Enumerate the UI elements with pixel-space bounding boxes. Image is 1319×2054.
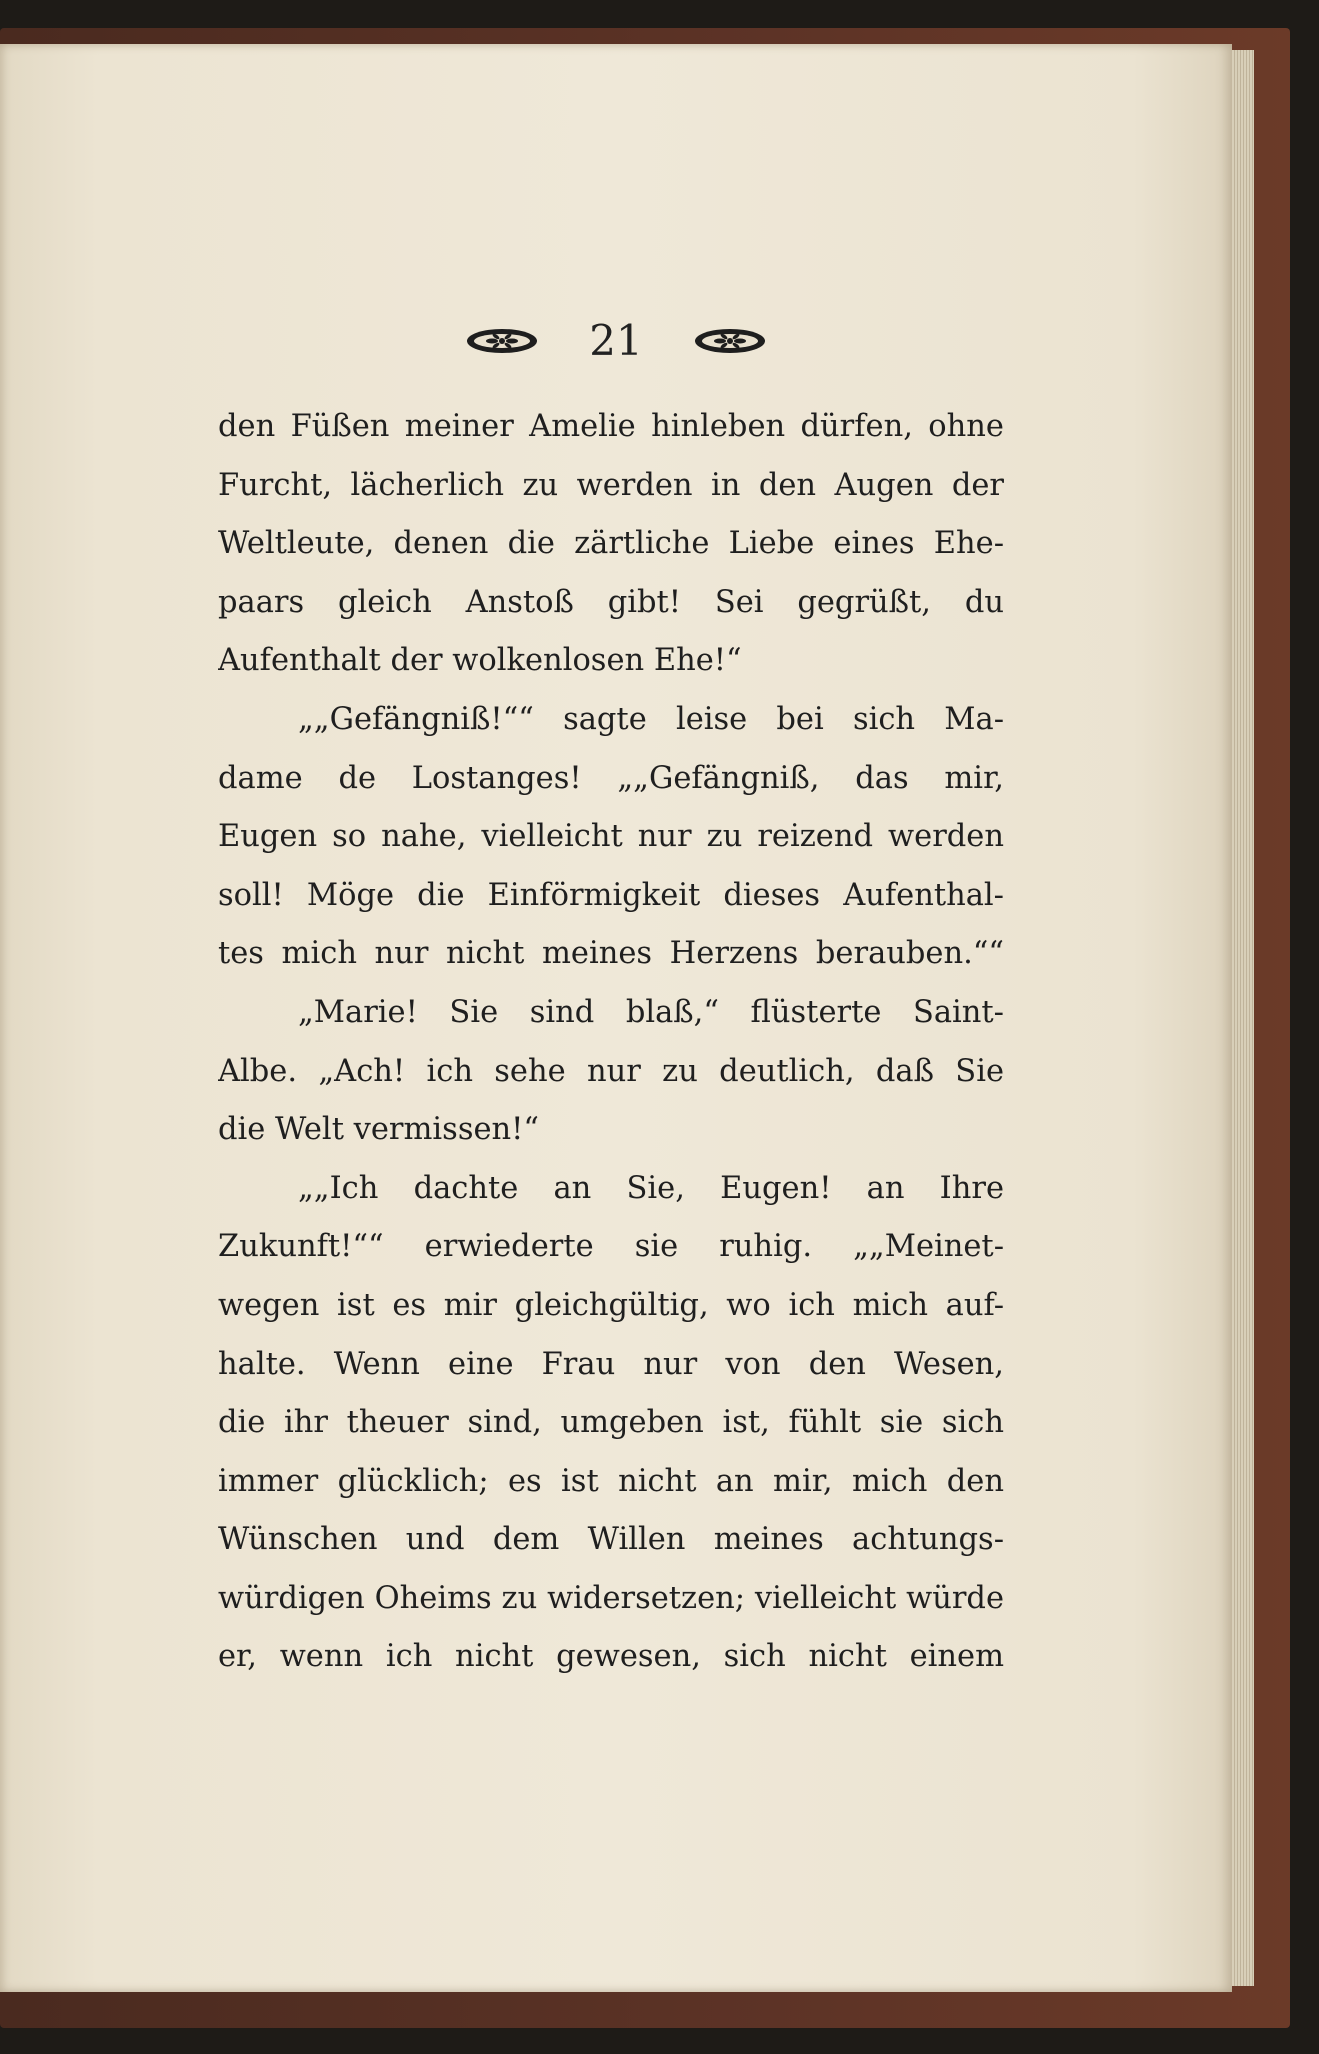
text-line: wegen ist es mir gleichgültig, wo ich mich auf- [218, 1287, 1004, 1323]
text-line: er, wenn ich nicht gewesen, sich nicht einem [218, 1639, 1004, 1675]
text-line: „Marie! Sie sind blaß,“ flüsterte Saint- [298, 994, 1004, 1030]
text-line: Zukunft!““ erwiederte sie ruhig. „„Meinet- [218, 1229, 1004, 1265]
text-line: tes mich nur nicht meines Herzens berauben.““ [218, 936, 1004, 972]
text-line: Wünschen und dem Willen meines achtungs- [218, 1522, 1004, 1558]
text-line: Aufenthalt der wolkenlosen Ehe!“ [218, 643, 742, 679]
text-line: die Welt vermissen!“ [218, 1112, 540, 1148]
text-line: soll! Möge die Einförmigkeit dieses Aufenthal- [218, 877, 1004, 913]
text-line: Weltleute, denen die zärtliche Liebe eines Ehe- [218, 526, 1004, 562]
text-line: halte. Wenn eine Frau nur von den Wesen, [218, 1346, 1004, 1382]
rosette-ornament-icon [693, 326, 767, 356]
text-line: würdigen Oheims zu widersetzen; vielleicht würde [218, 1580, 1004, 1616]
text-line: dame de Lostanges! „„Gefängniß, das mir, [218, 760, 1004, 796]
text-line: den Füßen meiner Amelie hinleben dürfen, ohne [218, 409, 1004, 444]
text-line: Albe. „Ach! ich sehe nur zu deutlich, daß Sie [218, 1053, 1004, 1089]
text-line: „„Gefängniß!““ sagte leise bei sich Ma- [298, 701, 1004, 737]
text-line: paars gleich Anstoß gibt! Sei gegrüßt, du [218, 584, 1004, 620]
text-line: immer glücklich; es ist nicht an mir, mich den [218, 1463, 1004, 1499]
text-line: die ihr theuer sind, umgeben ist, fühlt sie sich [218, 1405, 1004, 1441]
page-header [0, 316, 1232, 366]
rosette-ornament-icon [465, 326, 539, 356]
body-text [218, 398, 1004, 1687]
page-edges [1232, 50, 1254, 1986]
text-line: Furcht, lächerlich zu werden in den Augen der [218, 467, 1004, 503]
text-line: Eugen so nahe, vielleicht nur zu reizend werden [218, 819, 1004, 855]
text-line: „„Ich dachte an Sie, Eugen! an Ihre [298, 1170, 1004, 1206]
page-number: 21 [589, 316, 643, 365]
